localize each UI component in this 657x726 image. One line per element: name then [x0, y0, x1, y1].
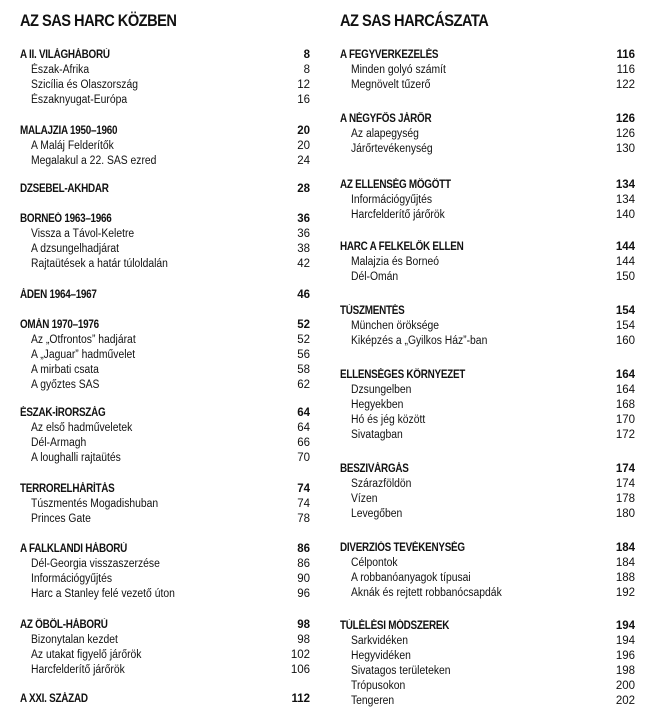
toc-entry	[20, 378, 310, 393]
toc-section-heading	[20, 406, 310, 421]
entry-title: Dél-Armagh	[31, 437, 87, 449]
page-number: 200	[615, 680, 635, 692]
toc-entry	[340, 428, 635, 443]
page-number: 174	[615, 478, 635, 490]
toc-entry	[20, 633, 310, 648]
section-title: TÚLÉLÉSI MÓDSZEREK	[340, 620, 450, 632]
toc-entry	[20, 139, 310, 154]
toc-section-heading	[340, 462, 635, 477]
page-number: 122	[615, 79, 635, 91]
entry-title: A dzsungelhadjárat	[31, 243, 120, 255]
section-title: ELLENSÉGES KÖRNYEZET	[340, 369, 466, 381]
toc-section-heading	[340, 178, 635, 193]
right-column-title: AZ SAS HARCÁSZATA	[340, 11, 489, 30]
toc-section-az-obol-haboru	[20, 618, 310, 678]
toc-entry	[20, 363, 310, 378]
page-number: 164	[615, 384, 635, 396]
section-title: AZ ÖBÖL-HÁBORÚ	[20, 619, 108, 631]
toc-section-oman-1970-1976	[20, 318, 310, 393]
entry-title: Észak-Afrika	[31, 64, 90, 76]
page-number: 150	[615, 271, 635, 283]
toc-section-heading	[20, 318, 310, 333]
toc-entry	[340, 398, 635, 413]
page-number: 194	[615, 635, 635, 647]
toc-entry	[20, 451, 310, 466]
page-number: 90	[297, 573, 310, 585]
page-number: 52	[297, 334, 310, 346]
page-number: 170	[615, 414, 635, 426]
toc-section-heading	[20, 182, 310, 197]
page-number: 98	[297, 619, 310, 631]
page-number: 96	[297, 588, 310, 600]
page-number: 178	[615, 493, 635, 505]
entry-title: Sivatagos területeken	[351, 665, 451, 677]
page-number: 164	[615, 369, 635, 381]
toc-entry	[340, 63, 635, 78]
toc-entry	[20, 78, 310, 93]
page-number: 168	[615, 399, 635, 411]
entry-title: Az utakat figyelő járőrök	[31, 649, 142, 661]
toc-entry	[340, 492, 635, 507]
page-number: 192	[615, 587, 635, 599]
toc-entry	[340, 664, 635, 679]
toc-entry	[20, 557, 310, 572]
toc-section-heading	[340, 48, 635, 63]
entry-title: Járőrtevékenység	[351, 143, 433, 155]
toc-entry	[20, 333, 310, 348]
page-number: 106	[290, 664, 310, 676]
entry-title: Bizonytalan kezdet	[31, 634, 118, 646]
toc-entry	[340, 679, 635, 694]
section-title: ÉSZAK-ÍRORSZÁG	[20, 407, 106, 419]
page-number: 154	[615, 305, 635, 317]
entry-title: Harcfelderítő járőrök	[31, 664, 125, 676]
page-number: 20	[297, 140, 310, 152]
section-title: TERRORELHÁRÍTÁS	[20, 483, 115, 495]
page-number: 130	[615, 143, 635, 155]
toc-entry	[340, 334, 635, 349]
toc-entry	[20, 63, 310, 78]
page-number: 188	[615, 572, 635, 584]
page-number: 70	[297, 452, 310, 464]
section-title: BESZIVÁRGÁS	[340, 463, 409, 475]
entry-title: Dél-Omán	[351, 271, 399, 283]
section-title: A II. VILÁGHÁBORÚ	[20, 49, 110, 61]
entry-title: Minden golyó számít	[351, 64, 446, 76]
entry-title: Az alapegység	[351, 128, 419, 140]
toc-entry	[340, 634, 635, 649]
entry-title: A győztes SAS	[31, 379, 100, 391]
toc-section-heading	[20, 212, 310, 227]
section-title: TÚSZMENTÉS	[340, 305, 405, 317]
page-number: 196	[615, 650, 635, 662]
toc-section-tulelesi-modszerek	[340, 619, 635, 709]
entry-title: Szicília és Olaszország	[31, 79, 138, 91]
entry-title: Levegőben	[351, 508, 403, 520]
toc-entry	[20, 257, 310, 272]
page-number: 36	[297, 213, 310, 225]
page-number: 144	[615, 241, 635, 253]
entry-title: A robbanóanyagok típusai	[351, 572, 471, 584]
toc-entry	[340, 255, 635, 270]
left-column-title: AZ SAS HARC KÖZBEN	[20, 11, 177, 30]
page-number: 62	[297, 379, 310, 391]
page-number: 16	[297, 94, 310, 106]
section-title: DIVERZIÓS TEVÉKENYSÉG	[340, 542, 465, 554]
toc-section-a-falklandi-haboru	[20, 542, 310, 602]
section-title: AZ ELLENSÉG MÖGÖTT	[340, 179, 451, 191]
entry-title: Szárazföldön	[351, 478, 412, 490]
entry-title: Sarkvidéken	[351, 635, 408, 647]
page-number: 144	[615, 256, 635, 268]
toc-section-heading	[340, 240, 635, 255]
toc-section-heading	[20, 692, 310, 707]
entry-title: München öröksége	[351, 320, 440, 332]
page-number: 180	[615, 508, 635, 520]
page-number: 24	[297, 155, 310, 167]
entry-title: A Maláj Felderítők	[31, 140, 114, 152]
page-number: 160	[615, 335, 635, 347]
page-number: 86	[297, 558, 310, 570]
section-title: MALAJZIA 1950–1960	[20, 125, 118, 137]
page-number: 198	[615, 665, 635, 677]
toc-entry	[340, 78, 635, 93]
section-title: A FEGYVERKEZELÉS	[340, 49, 439, 61]
toc-section-a-negyfos-jaror	[340, 112, 635, 157]
entry-title: Trópusokon	[351, 680, 406, 692]
toc-entry	[340, 649, 635, 664]
page-number: 112	[291, 693, 310, 705]
section-title: DZSEBEL-AKHDAR	[20, 183, 109, 195]
page-number: 184	[615, 542, 635, 554]
entry-title: Vízen	[351, 493, 378, 505]
page-number: 56	[297, 349, 310, 361]
toc-entry	[340, 270, 635, 285]
section-title: A XXI. SZÁZAD	[20, 693, 88, 705]
section-title: OMÁN 1970–1976	[20, 319, 99, 331]
toc-section-dzsebel-akhdar	[20, 182, 310, 197]
toc-entry	[340, 383, 635, 398]
entry-title: Dél-Georgia visszaszerzése	[31, 558, 160, 570]
toc-entry	[20, 663, 310, 678]
entry-title: A „Jaguar” hadművelet	[31, 349, 136, 361]
page-number: 78	[297, 513, 310, 525]
page-number: 116	[616, 49, 635, 61]
entry-title: Dzsungelben	[351, 384, 412, 396]
page-number: 64	[297, 407, 310, 419]
page-number: 66	[297, 437, 310, 449]
toc-section-heading	[20, 542, 310, 557]
page-number: 28	[297, 183, 310, 195]
toc-entry	[20, 421, 310, 436]
page-number: 140	[615, 209, 635, 221]
page-number: 38	[297, 243, 310, 255]
entry-title: Princes Gate	[31, 513, 91, 525]
toc-section-heading	[20, 482, 310, 497]
toc-section-heading	[20, 124, 310, 139]
entry-title: Vissza a Távol-Keletre	[31, 228, 135, 240]
entry-title: Harcfelderítő járőrök	[351, 209, 445, 221]
entry-title: Célpontok	[351, 557, 398, 569]
page-number: 52	[297, 319, 310, 331]
page-number: 202	[615, 695, 635, 707]
toc-entry	[20, 227, 310, 242]
toc-section-heading	[340, 541, 635, 556]
toc-section-heading	[340, 368, 635, 383]
toc-entry	[20, 154, 310, 169]
entry-title: Hegyvidéken	[351, 650, 411, 662]
page-number: 86	[297, 543, 310, 555]
section-title: A NÉGYFŐS JÁRŐR	[340, 113, 432, 125]
entry-title: Információgyűjtés	[31, 573, 113, 585]
section-title: HARC A FELKELŐK ELLEN	[340, 241, 464, 253]
toc-section-beszivargas	[340, 462, 635, 522]
entry-title: Harc a Stanley felé vezető úton	[31, 588, 175, 600]
entry-title: Kiképzés a „Gyilkos Ház”-ban	[351, 335, 488, 347]
toc-section-eszak-irorszag	[20, 406, 310, 466]
toc-entry	[20, 572, 310, 587]
toc-entry	[340, 694, 635, 709]
entry-title: Az „Ötfrontos” hadjárat	[31, 334, 136, 346]
entry-title: Aknák és rejtett robbanócsapdák	[351, 587, 502, 599]
page-number: 36	[297, 228, 310, 240]
entry-title: Túszmentés Mogadishuban	[31, 498, 159, 510]
entry-title: Hegyekben	[351, 399, 404, 411]
page-number: 74	[297, 483, 310, 495]
page-number: 134	[615, 194, 635, 206]
toc-section-az-ellenseg-mogott	[340, 178, 635, 223]
entry-title: Információgyűjtés	[351, 194, 433, 206]
toc-entry	[20, 242, 310, 257]
section-title: BORNEÓ 1963–1966	[20, 213, 112, 225]
toc-entry	[20, 348, 310, 363]
page-number: 134	[615, 179, 635, 191]
entry-title: Az első hadműveletek	[31, 422, 133, 434]
entry-title: Malajzia és Borneó	[351, 256, 440, 268]
toc-entry	[340, 556, 635, 571]
page-number: 74	[297, 498, 310, 510]
toc-entry	[340, 127, 635, 142]
page-number: 172	[615, 429, 635, 441]
entry-title: A mirbati csata	[31, 364, 99, 376]
toc-section-aden-1964-1967	[20, 288, 310, 303]
toc-entry	[20, 436, 310, 451]
toc-entry	[340, 208, 635, 223]
page-number: 194	[615, 620, 635, 632]
toc-section-heading	[20, 48, 310, 63]
toc-section-heading	[340, 619, 635, 634]
toc-entry	[20, 93, 310, 108]
toc-entry	[20, 512, 310, 527]
toc-entry	[340, 413, 635, 428]
toc-entry	[340, 193, 635, 208]
page-number: 64	[297, 422, 310, 434]
entry-title: Tengeren	[351, 695, 395, 707]
toc-entry	[340, 507, 635, 522]
page-number: 126	[615, 113, 635, 125]
toc-entry	[340, 319, 635, 334]
toc-entry	[340, 571, 635, 586]
section-title: ÁDEN 1964–1967	[20, 289, 97, 301]
entry-title: Hó és jég között	[351, 414, 426, 426]
page-number: 102	[290, 649, 310, 661]
page-number: 8	[303, 49, 310, 61]
toc-section-heading	[340, 304, 635, 319]
entry-title: Rajtaütések a határ túloldalán	[31, 258, 168, 270]
toc-section-terrorelharitas	[20, 482, 310, 527]
page-number: 46	[297, 289, 310, 301]
entry-title: Sivatagban	[351, 429, 403, 441]
toc-section-harc-a-felkelok-ellen	[340, 240, 635, 285]
page-number: 174	[615, 463, 635, 475]
toc-entry	[340, 142, 635, 157]
toc-section-heading	[20, 288, 310, 303]
page-number: 8	[303, 64, 310, 76]
page-number: 12	[297, 79, 310, 91]
page-number: 98	[297, 634, 310, 646]
page-number: 126	[615, 128, 635, 140]
page-number: 42	[297, 258, 310, 270]
entry-title: A loughalli rajtaütés	[31, 452, 121, 464]
toc-section-a-xxi-szazad	[20, 692, 310, 707]
page-number: 184	[615, 557, 635, 569]
toc-entry	[340, 586, 635, 601]
toc-section-ellenseges-kornyezet	[340, 368, 635, 443]
toc-section-diverzios-tevekenyseg	[340, 541, 635, 601]
entry-title: Megalakul a 22. SAS ezred	[31, 155, 157, 167]
page-number: 20	[297, 125, 310, 137]
toc-section-heading	[20, 618, 310, 633]
toc-section-tuszmentes	[340, 304, 635, 349]
toc-entry	[340, 477, 635, 492]
page-number: 58	[297, 364, 310, 376]
section-title: A FALKLANDI HÁBORÚ	[20, 543, 128, 555]
toc-entry	[20, 497, 310, 512]
toc-entry	[20, 648, 310, 663]
page-number: 154	[615, 320, 635, 332]
entry-title: Északnyugat-Európa	[31, 94, 128, 106]
toc-section-malajzia-1950-1960	[20, 124, 310, 169]
page-number: 116	[616, 64, 635, 76]
toc-entry	[20, 587, 310, 602]
toc-section-a-ii-vilaghaboru	[20, 48, 310, 108]
entry-title: Megnövelt tűzerő	[351, 79, 431, 91]
toc-section-heading	[340, 112, 635, 127]
toc-section-borneo-1963-1966	[20, 212, 310, 272]
toc-section-a-fegyverkezeles	[340, 48, 635, 93]
